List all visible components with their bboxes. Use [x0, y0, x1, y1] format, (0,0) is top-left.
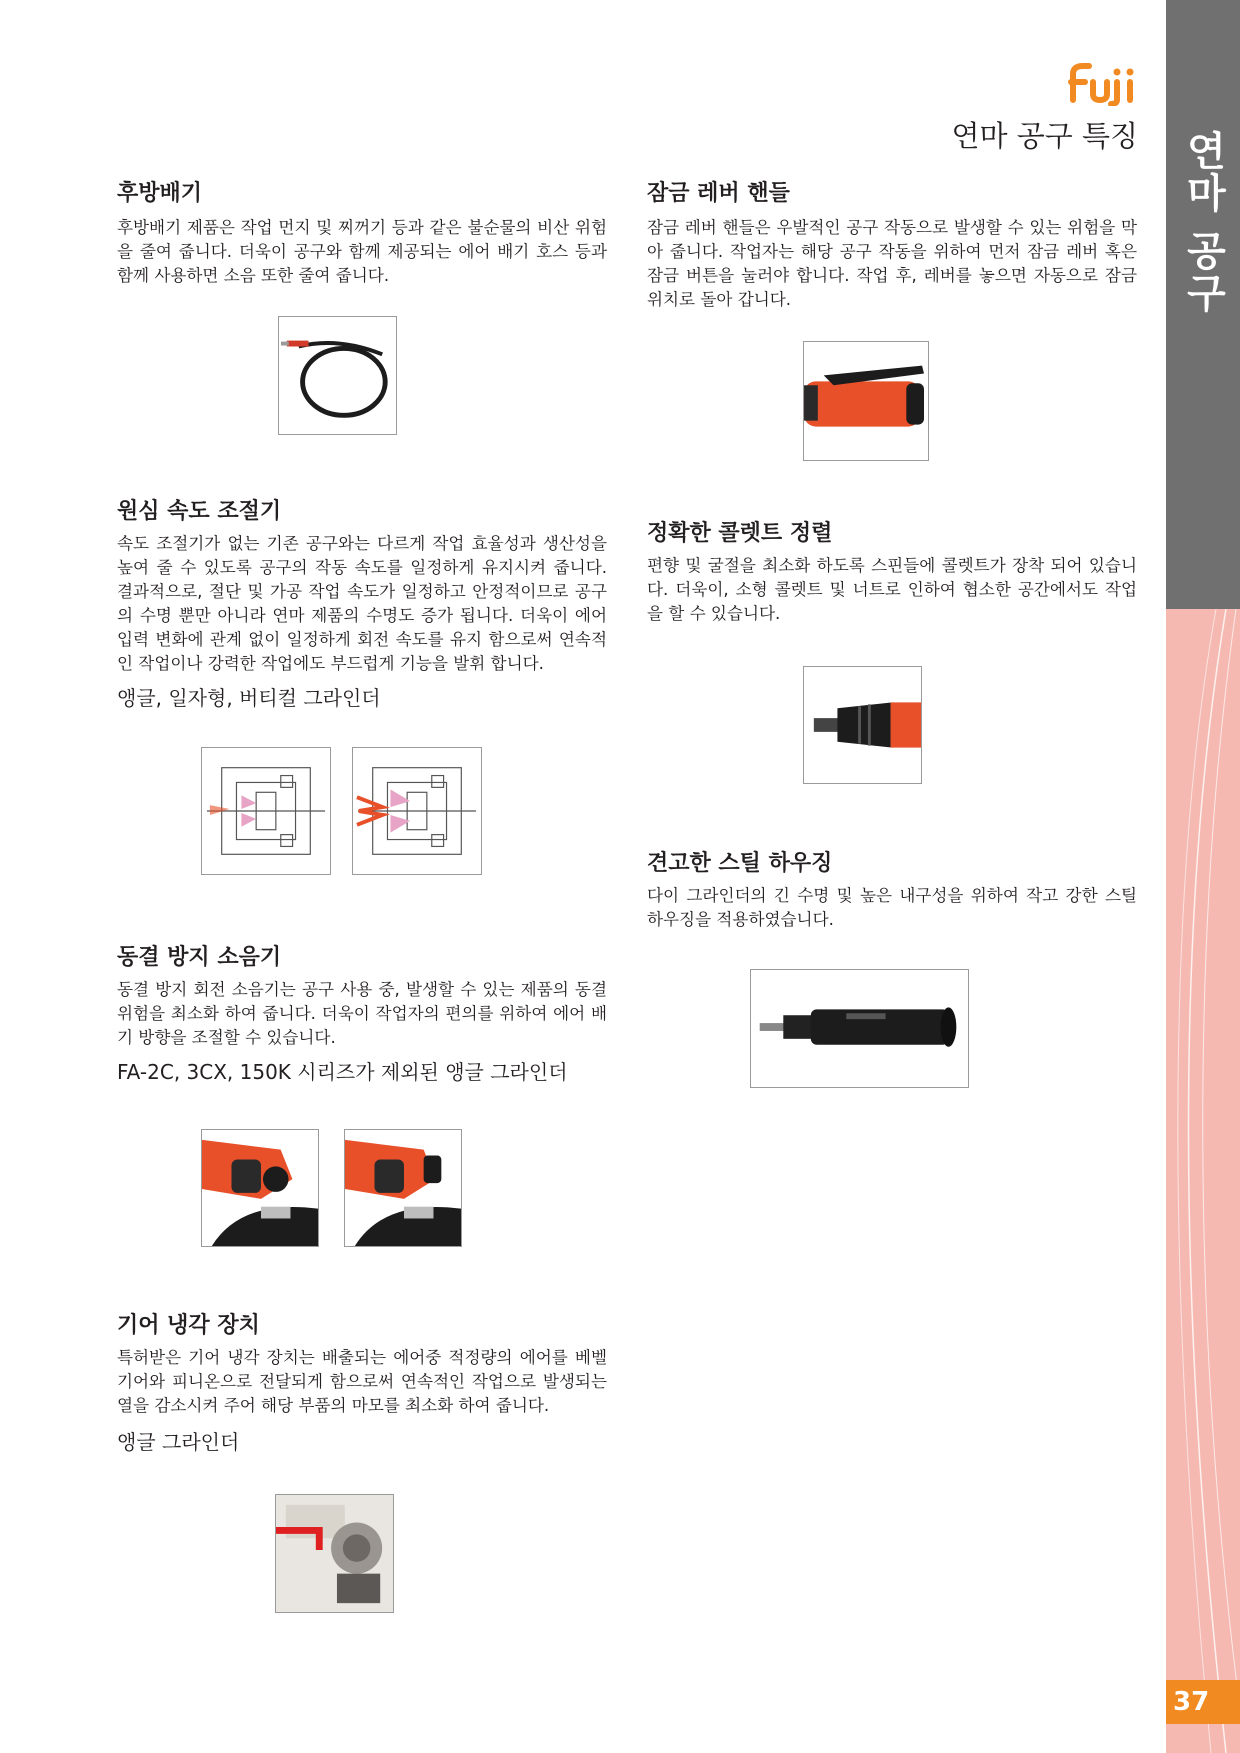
heading-gear-cooling: 기어 냉각 장치 — [117, 1313, 260, 1338]
note-gear-cooling: 앵글 그라인더 — [117, 1430, 240, 1454]
governor-diagram-closed — [201, 747, 331, 875]
muffler-image-1 — [201, 1129, 319, 1247]
lock-lever-image — [803, 341, 929, 461]
heading-collet-alignment: 정확한 콜렛트 정렬 — [647, 521, 833, 546]
page-number: 37 — [1166, 1680, 1240, 1724]
body-governor: 속도 조절기가 없는 기존 공구와는 다르게 작업 효율성과 생산성을 높여 줄 수 있도록 공구의 작동 속도를 일정하게 유지시켜 줍니다. 결과적으로, 절단 및 가공 작업 속도가 일정하고 안정적이므로 공구의 수명 뿐만 아니라 연마 제품의 수명도 증가 됩니다. 더욱이 에어 입력 변화에 관계 없이 일정하게 회전 속도를 유지 함으로써 연속적인 작업이나 강력한 작업에도 부드럽게 기능을 발휘 합니다. — [117, 534, 607, 673]
sidebar-pink-band — [1166, 609, 1240, 1753]
muffler-image-2 — [344, 1129, 462, 1247]
exhaust-hose-image — [278, 316, 397, 435]
page-title: 연마 공구 특징 — [951, 119, 1138, 153]
note-anti-icing-muffler: FA-2C, 3CX, 150K 시리즈가 제외된 앵글 그라인더 — [117, 1060, 568, 1084]
gear-cooling-image — [275, 1494, 394, 1613]
fuji-logo — [1067, 60, 1137, 106]
body-lock-lever: 잠금 레버 핸들은 우발적인 공구 작동으로 발생할 수 있는 위험을 막아 줍니다. 작업자는 해당 공구 작동을 위하여 먼저 잠금 레버 혹은 잠금 버튼을 눌러야 합니다. 작업 후, 레버를 놓으면 자동으로 잠금 위치로 돌아 갑니다. — [647, 218, 1137, 309]
heading-governor: 원심 속도 조절기 — [117, 499, 282, 524]
heading-steel-housing: 견고한 스틸 하우징 — [647, 851, 833, 876]
sidebar-curve-lines — [1166, 609, 1240, 1753]
body-collet-alignment: 편향 및 굴절을 최소화 하도록 스핀들에 콜렛트가 장착 되어 있습니다. 더욱이, 소형 콜렛트 및 너트로 인하여 협소한 공간에서도 작업을 할 수 있습니다. — [647, 556, 1137, 623]
note-governor: 앵글, 일자형, 버티컬 그라인더 — [117, 686, 381, 710]
heading-anti-icing-muffler: 동결 방지 소음기 — [117, 945, 282, 970]
steel-housing-image — [750, 969, 969, 1088]
body-gear-cooling: 특허받은 기어 냉각 장치는 배출되는 에어중 적정량의 에어를 베벨 기어와 피니온으로 전달되게 함으로써 연속적인 작업으로 발생되는 열을 감소시켜 주어 해당 부품의 마모를 최소화 하여 줍니다. — [117, 1348, 607, 1415]
sidebar-title: 연마 공구 — [1180, 130, 1226, 314]
heading-lock-lever: 잠금 레버 핸들 — [647, 181, 790, 206]
collet-image — [803, 666, 922, 784]
body-anti-icing-muffler: 동결 방지 회전 소음기는 공구 사용 중, 발생할 수 있는 제품의 동결 위험을 최소화 하여 줍니다. 더욱이 작업자의 편의를 위하여 에어 배기 방향을 조절할 수 있습니다. — [117, 980, 607, 1047]
body-rear-exhaust: 후방배기 제품은 작업 먼지 및 찌꺼기 등과 같은 불순물의 비산 위험을 줄여 줍니다. 더욱이 공구와 함께 제공되는 에어 배기 호스 등과 함께 사용하면 소음 또한 줄여 줍니다. — [117, 218, 607, 285]
body-steel-housing: 다이 그라인더의 긴 수명 및 높은 내구성을 위하여 작고 강한 스틸 하우징을 적용하였습니다. — [647, 886, 1137, 929]
heading-rear-exhaust: 후방배기 — [117, 181, 203, 206]
governor-diagram-open — [352, 747, 482, 875]
